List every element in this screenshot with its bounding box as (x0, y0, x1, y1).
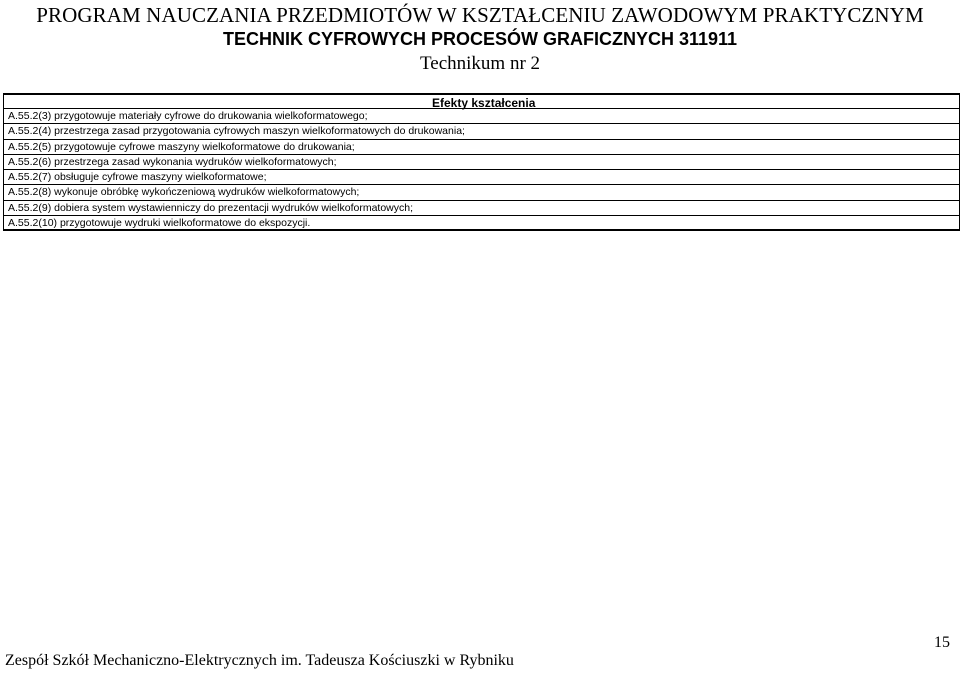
table-row: A.55.2(9) dobiera system wystawienniczy do prezentacji wydruków wielkoformatowych; (4, 201, 959, 216)
learning-outcomes-table (3, 93, 960, 231)
table-row: A.55.2(7) obsługuje cyfrowe maszyny wielkoformatowe; (4, 170, 959, 185)
table-row: A.55.2(5) przygotowuje cyfrowe maszyny wielkoformatowe do drukowania; (4, 140, 959, 155)
profession-title: TECHNIK CYFROWYCH PROCESÓW GRAFICZNYCH 311911 (222, 29, 738, 49)
table-header (4, 93, 959, 109)
page-number: 15 (934, 634, 950, 651)
table-row: A.55.2(4) przestrzega zasad przygotowania cyfrowych maszyn wielkoformatowych do drukowania; (4, 124, 959, 139)
footer-school-name: Zespół Szkół Mechaniczno-Elektrycznych im. Tadeusza Kościuszki w Rybniku (5, 652, 514, 669)
table-row: A.55.2(3) przygotowuje materiały cyfrowe do drukowania wielkoformatowego; (4, 109, 959, 124)
table-row: A.55.2(6) przestrzega zasad wykonania wydruków wielkoformatowych; (4, 155, 959, 170)
column-header-efekty: Efekty kształcenia (432, 96, 536, 110)
table-row: A.55.2(8) wykonuje obróbkę wykończeniową wydruków wielkoformatowych; (4, 185, 959, 200)
program-title: PROGRAM NAUCZANIA PRZEDMIOTÓW W KSZTAŁCENIU ZAWODOWYM PRAKTYCZNYM (36, 3, 924, 27)
table-row: A.55.2(10) przygotowuje wydruki wielkoformatowe do ekspozycji. (4, 216, 959, 231)
school-type: Technikum nr 2 (419, 53, 541, 74)
